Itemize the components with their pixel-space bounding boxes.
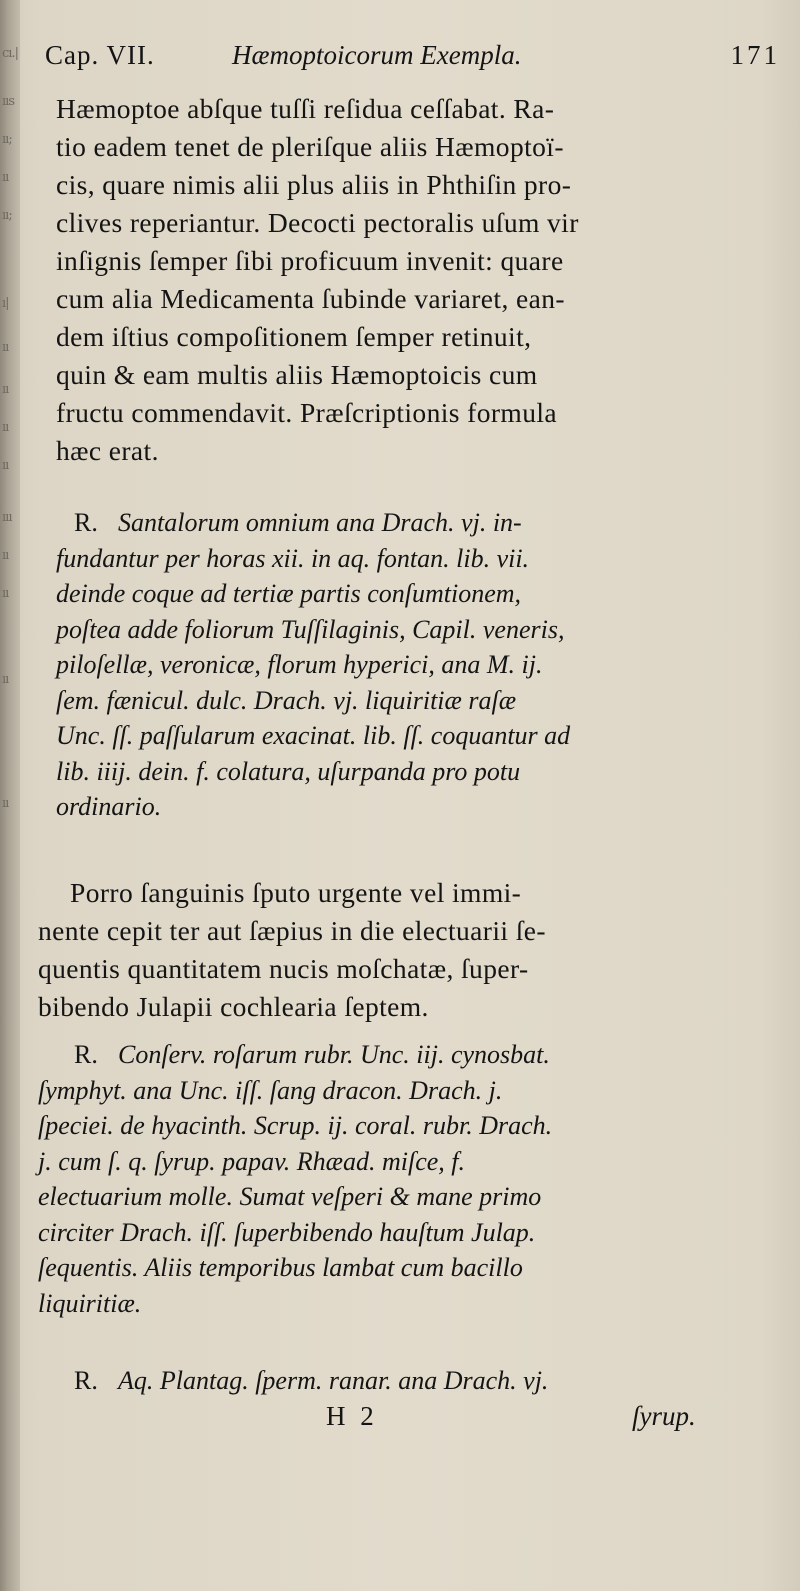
text-line: ſem. fænicul. dulc. Drach. vj. liquiritiæ raſæ xyxy=(56,685,517,715)
prescription-first-line xyxy=(34,505,779,541)
text-line: Conſerv. roſarum rubr. Unc. iij. cynosbat. xyxy=(118,1040,550,1069)
prescription-3 xyxy=(34,1363,779,1399)
text-line: ſpeciei. de hyacinth. Scrup. ij. coral. rubr. Drach. xyxy=(38,1111,553,1140)
text-line: tio eadem tenet de pleriſque aliis Hæmoptoï- xyxy=(56,131,564,162)
text-line: piloſellæ, veronicæ, florum hyperici, ana M. ij. xyxy=(56,650,543,679)
gutter-bleed-text: ıı xyxy=(2,548,9,563)
signature-mark: H 2 xyxy=(326,1401,378,1431)
catchword: ſyrup. xyxy=(632,1401,696,1431)
recipe-symbol: R. xyxy=(74,508,98,537)
paragraph-2 xyxy=(34,874,774,1026)
text-line: Hæmoptoe abſque tuſſi reſidua ceſſabat. Ra- xyxy=(56,93,555,124)
text-line: cum alia Medicamenta ſubinde variaret, ean- xyxy=(56,283,565,314)
gutter-bleed-text: ııs xyxy=(2,94,14,109)
prescription-first-line xyxy=(34,1037,779,1073)
text-line: lib. iiij. dein. f. colatura, uſurpanda pro potu xyxy=(56,756,521,786)
text-line: deinde coque ad tertiæ partis conſumtionem, xyxy=(56,579,522,608)
gutter-bleed-text: ıı xyxy=(2,672,9,687)
gutter-bleed-text: ıı xyxy=(2,170,9,185)
page-number: 171 xyxy=(730,40,780,70)
text-line: Unc. ſſ. paſſularum exacinat. lib. ſſ. coquantur ad xyxy=(56,721,571,750)
text-line: fundantur per horas xii. in aq. fontan. lib. vii. xyxy=(56,543,530,573)
text-line: liquiritiæ. xyxy=(38,1288,142,1318)
text-line: quentis quantitatem nucis moſchatæ, ſuper- xyxy=(38,953,529,984)
text-line: inſignis ſemper ſibi proficuum invenit: quare xyxy=(56,245,564,276)
text-line: dem iſtius compoſitionem ſemper retinuit, xyxy=(56,321,532,352)
gutter-bleed-text: ıı xyxy=(2,458,9,473)
recipe-symbol: R. xyxy=(74,1040,98,1069)
text-line: electuarium molle. Sumat veſperi & mane primo xyxy=(38,1182,542,1211)
text-line: j. cum ſ. q. ſyrup. papav. Rhæad. miſce, f. xyxy=(38,1146,466,1176)
gutter-bleed-text: ıı; xyxy=(2,208,12,223)
text-line: hæc erat. xyxy=(56,435,159,466)
prescription-first-line xyxy=(34,1363,779,1399)
text-line: Aq. Plantag. ſperm. ranar. ana Drach. vj. xyxy=(118,1366,549,1395)
prescription-1 xyxy=(34,505,779,825)
gutter-bleed-text: ıı; xyxy=(2,132,12,147)
gutter-bleed-text: ıı xyxy=(2,340,9,355)
prescription-2 xyxy=(34,1037,779,1321)
gutter-bleed-text: ıı xyxy=(2,382,9,397)
running-title: Hæmoptoicorum Exempla. xyxy=(232,40,522,70)
gutter-bleed-text: ııı xyxy=(2,510,12,525)
text-line: cis, quare nimis alii plus aliis in Phthiſin pro- xyxy=(56,169,572,200)
gutter-bleed-text: cı.| xyxy=(2,46,18,61)
text-line: fructu commendavit. Præſcriptionis formula xyxy=(56,397,558,428)
text-line: Santalorum omnium ana Drach. vj. in- xyxy=(118,508,522,537)
text-line: clives reperiantur. Decocti pectoralis uſum vir xyxy=(56,207,579,238)
gutter-bleed-text: ı| xyxy=(2,296,9,311)
gutter-bleed-text: ıı xyxy=(2,420,9,435)
text-line: ſymphyt. ana Unc. iſſ. ſang dracon. Drach. j. xyxy=(38,1075,503,1105)
running-header xyxy=(45,40,780,80)
text-line: nente cepit ter aut ſæpius in die electuarii ſe- xyxy=(38,915,546,946)
text-line: ordinario. xyxy=(56,792,162,821)
text-line: Porro ſanguinis ſputo urgente vel immi- xyxy=(70,877,522,908)
recipe-symbol: R. xyxy=(74,1366,98,1395)
gutter-bleed-text: ıı xyxy=(2,586,9,601)
gutter-bleed-text: ıı xyxy=(2,796,9,811)
paragraph-1 xyxy=(34,90,774,470)
text-line: circiter Drach. iſſ. ſuperbibendo hauſtum Julap. xyxy=(38,1217,536,1247)
text-line: poſtea adde foliorum Tuſſilaginis, Capil. veneris, xyxy=(56,614,565,644)
text-line: ſequentis. Aliis temporibus lambat cum bacillo xyxy=(38,1253,523,1282)
text-line: quin & eam multis aliis Hæmoptoicis cum xyxy=(56,359,538,390)
chapter-label: Cap. VII. xyxy=(45,40,155,70)
text-line: bibendo Julapii cochlearia ſeptem. xyxy=(38,991,429,1022)
